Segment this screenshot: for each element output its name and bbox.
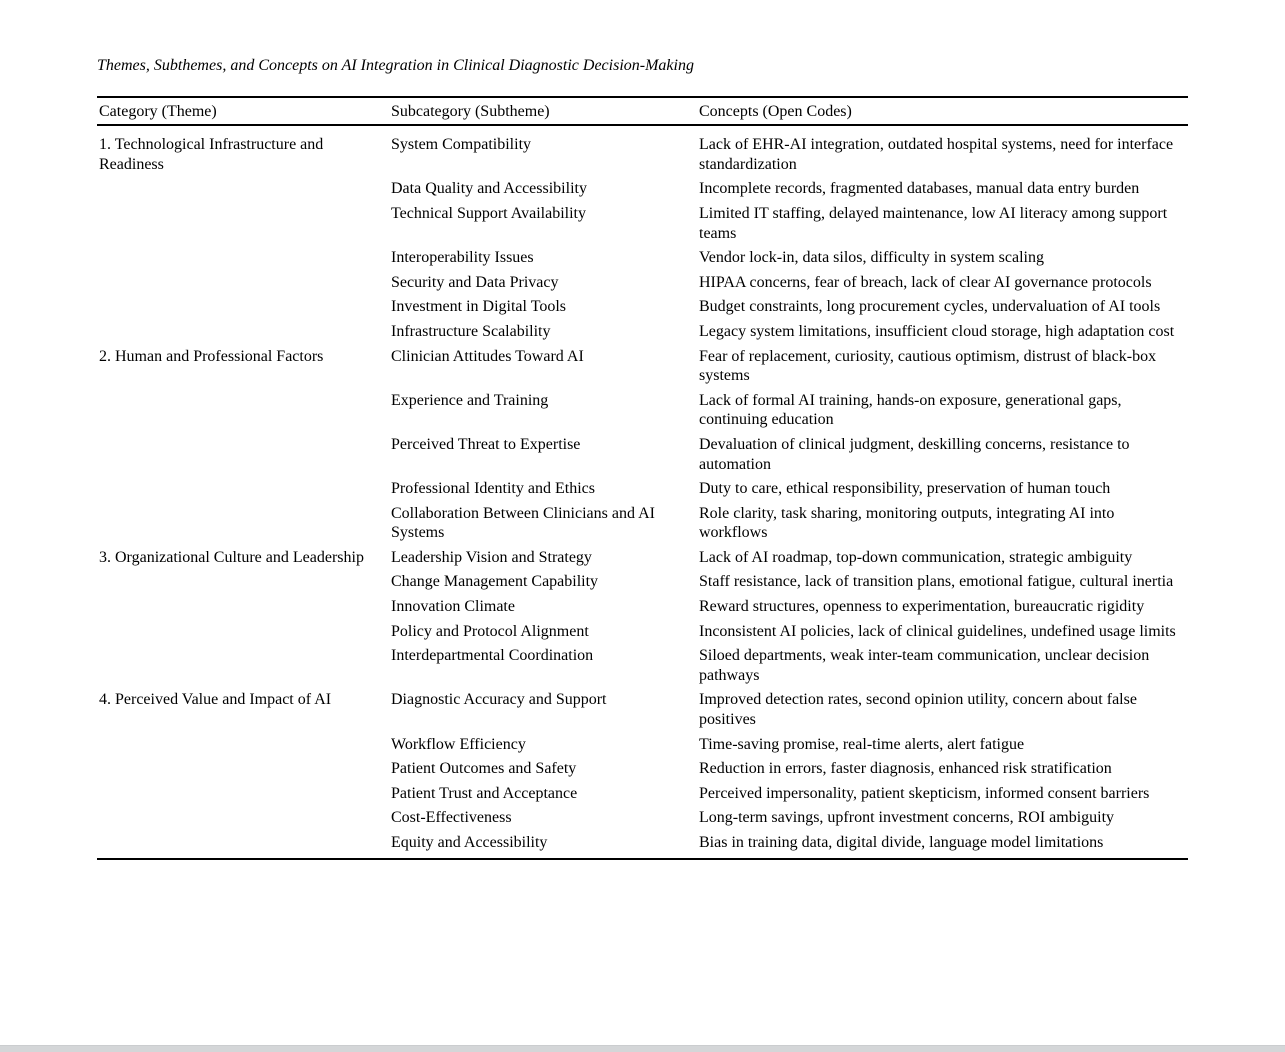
subcategory-cell: Leadership Vision and Strategy — [391, 548, 592, 566]
category-cell — [97, 759, 389, 784]
viewport-bottom-strip — [0, 1045, 1285, 1052]
concepts-cell: Reward structures, openness to experimentation, bureaucratic rigidity — [699, 598, 1145, 616]
category-cell — [97, 435, 389, 479]
table-row — [97, 273, 1188, 298]
subcategory-cell: Patient Trust and Acceptance — [391, 784, 578, 802]
concepts-cell: Inconsistent AI policies, lack of clinical guidelines, undefined usage limits — [699, 622, 1176, 640]
table-body — [97, 125, 1188, 858]
category-cell — [97, 833, 389, 859]
concepts-cell: Budget constraints, long procurement cycles, undervaluation of AI tools — [699, 298, 1161, 316]
category-cell — [97, 646, 389, 690]
category-cell — [97, 297, 389, 322]
subcategory-cell: Experience and Training — [391, 391, 549, 409]
subcategory-cell: Technical Support Availability — [391, 204, 586, 222]
table-row — [97, 179, 1188, 204]
table-row — [97, 435, 1188, 479]
table-row — [97, 622, 1188, 647]
table-title: Themes, Subthemes, and Concepts on AI Integration in Clinical Diagnostic Decision-Making — [97, 57, 694, 74]
category-cell: 2. Human and Professional Factors — [99, 347, 324, 365]
subcategory-cell: Investment in Digital Tools — [391, 298, 567, 316]
concepts-cell: Long-term savings, upfront investment concerns, ROI ambiguity — [699, 809, 1115, 827]
table-row — [97, 646, 1188, 690]
table-row — [97, 548, 1188, 573]
table-row — [97, 735, 1188, 760]
table-row — [97, 504, 1188, 548]
concepts-cell: Lack of formal AI training, hands-on exposure, generational gaps, continuing education — [699, 391, 1122, 429]
subcategory-cell: Perceived Threat to Expertise — [391, 435, 581, 453]
subcategory-cell: Workflow Efficiency — [391, 735, 526, 753]
concepts-cell: Limited IT staffing, delayed maintenance, low AI literacy among support teams — [699, 204, 1168, 242]
subcategory-cell: Policy and Protocol Alignment — [391, 622, 589, 640]
category-cell — [97, 504, 389, 548]
category-cell — [97, 808, 389, 833]
subcategory-cell: System Compatibility — [391, 136, 532, 154]
table-header — [97, 97, 1188, 126]
subcategory-cell: Interoperability Issues — [391, 249, 534, 267]
table-row — [97, 572, 1188, 597]
category-cell — [97, 248, 389, 273]
subcategory-cell: Innovation Climate — [391, 598, 515, 616]
category-cell — [97, 179, 389, 204]
category-cell — [97, 273, 389, 298]
subcategory-cell: Equity and Accessibility — [391, 834, 548, 851]
concepts-cell: Incomplete records, fragmented databases, manual data entry burden — [699, 180, 1140, 198]
concepts-cell: Legacy system limitations, insufficient cloud storage, high adaptation cost — [699, 322, 1175, 340]
subcategory-cell: Infrastructure Scalability — [391, 322, 551, 340]
concepts-cell: HIPAA concerns, fear of breach, lack of clear AI governance protocols — [699, 273, 1152, 291]
category-cell — [97, 204, 389, 248]
category-cell: 1. Technological Infrastructure and Readiness — [99, 136, 324, 173]
category-cell — [97, 322, 389, 347]
table-row — [97, 784, 1188, 809]
concepts-cell: Fear of replacement, curiosity, cautious optimism, distrust of black-box systems — [699, 347, 1157, 385]
table-row — [97, 125, 1188, 179]
concepts-cell: Lack of AI roadmap, top-down communication, strategic ambiguity — [699, 548, 1133, 566]
table-row — [97, 391, 1188, 435]
table-row — [97, 690, 1188, 734]
table-row — [97, 347, 1188, 391]
header-row — [97, 97, 1188, 126]
subcategory-cell: Data Quality and Accessibility — [391, 180, 587, 198]
table-row — [97, 808, 1188, 833]
concepts-cell: Lack of EHR-AI integration, outdated hospital systems, need for interface standardization — [699, 136, 1174, 173]
themes-table — [97, 96, 1188, 860]
column-header-category: Category (Theme) — [97, 97, 389, 126]
column-header-concepts: Concepts (Open Codes) — [697, 97, 1188, 126]
concepts-cell: Duty to care, ethical responsibility, preservation of human touch — [699, 480, 1111, 498]
table-row — [97, 479, 1188, 504]
category-cell — [97, 572, 389, 597]
subcategory-cell: Interdepartmental Coordination — [391, 647, 594, 665]
category-cell — [97, 597, 389, 622]
table-row — [97, 297, 1188, 322]
category-cell: 3. Organizational Culture and Leadership — [99, 548, 364, 566]
table-row — [97, 833, 1188, 859]
concepts-cell: Role clarity, task sharing, monitoring outputs, integrating AI into workflows — [699, 504, 1115, 542]
concepts-cell: Bias in training data, digital divide, language model limitations — [699, 834, 1104, 851]
concepts-cell: Devaluation of clinical judgment, deskilling concerns, resistance to automation — [699, 435, 1130, 473]
document-page — [97, 0, 1188, 860]
subcategory-cell: Change Management Capability — [391, 573, 599, 591]
concepts-cell: Perceived impersonality, patient skepticism, informed consent barriers — [699, 784, 1150, 802]
subcategory-cell: Security and Data Privacy — [391, 273, 559, 291]
category-cell — [97, 479, 389, 504]
subcategory-cell: Diagnostic Accuracy and Support — [391, 691, 607, 709]
subcategory-cell: Collaboration Between Clinicians and AI Systems — [391, 504, 655, 542]
concepts-cell: Siloed departments, weak inter-team communication, unclear decision pathways — [699, 647, 1150, 684]
concepts-cell: Time-saving promise, real-time alerts, alert fatigue — [699, 735, 1025, 753]
concepts-cell: Reduction in errors, faster diagnosis, enhanced risk stratification — [699, 760, 1112, 778]
table-row — [97, 597, 1188, 622]
category-cell: 4. Perceived Value and Impact of AI — [99, 691, 332, 709]
category-cell — [97, 622, 389, 647]
category-cell — [97, 391, 389, 435]
table-row — [97, 248, 1188, 273]
subcategory-cell: Clinician Attitudes Toward AI — [391, 347, 584, 365]
category-cell — [97, 735, 389, 760]
column-header-subcategory: Subcategory (Subtheme) — [389, 97, 697, 126]
concepts-cell: Improved detection rates, second opinion utility, concern about false positives — [699, 691, 1137, 729]
table-row — [97, 322, 1188, 347]
subcategory-cell: Professional Identity and Ethics — [391, 480, 595, 498]
subcategory-cell: Patient Outcomes and Safety — [391, 760, 577, 778]
concepts-cell: Staff resistance, lack of transition plans, emotional fatigue, cultural inertia — [699, 573, 1174, 591]
table-row — [97, 759, 1188, 784]
concepts-cell: Vendor lock-in, data silos, difficulty in system scaling — [699, 249, 1044, 267]
category-cell — [97, 784, 389, 809]
table-row — [97, 204, 1188, 248]
subcategory-cell: Cost-Effectiveness — [391, 809, 512, 827]
